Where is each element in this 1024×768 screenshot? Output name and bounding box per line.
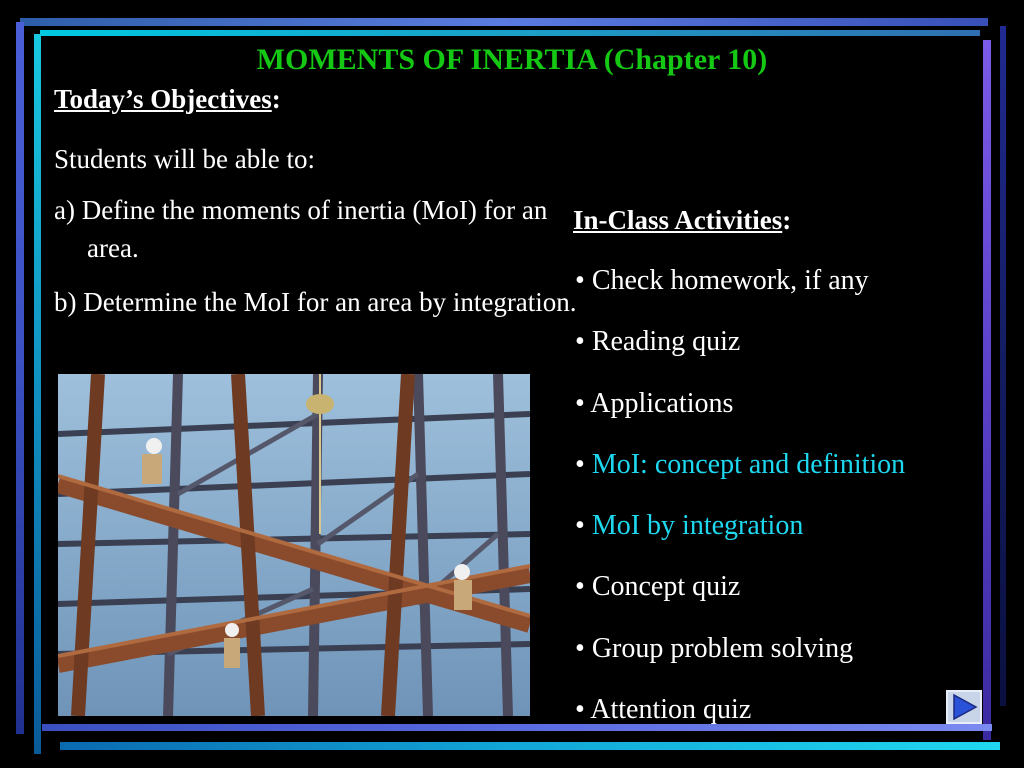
bullet-icon: • [575, 694, 585, 725]
objectives-heading-text: Today’s Objectives [54, 84, 272, 114]
activities-heading-text: In-Class Activities [573, 205, 783, 235]
objective-item-a: a) Define the moments of inertia (MoI) for an area. [54, 195, 548, 263]
activity-item-label: Concept quiz [591, 571, 741, 602]
frame-bar-top-outer [20, 18, 988, 26]
frame-bar-left-outer [16, 22, 24, 734]
objective-item-b: b) Determine the MoI for an area by integration. [54, 287, 577, 317]
activities-heading [573, 203, 791, 237]
activity-item-label: Group problem solving [591, 633, 854, 664]
bullet-icon: • [575, 326, 585, 357]
frame-bar-bottom-outer [60, 742, 1000, 750]
activity-item-label: MoI: concept and definition [591, 449, 906, 480]
bullet-icon: • [575, 449, 585, 480]
objectives-heading-colon: : [271, 84, 281, 114]
activity-item-label: Check homework, if any [591, 265, 869, 296]
frame-bar-top-inner [40, 30, 980, 36]
frame-bar-left-inner [34, 34, 41, 754]
frame-bar-right-outer [1000, 26, 1006, 706]
bullet-icon: • [575, 388, 585, 419]
activity-item-label: Applications [590, 388, 734, 419]
objectives-heading [54, 82, 554, 116]
activity-item [575, 508, 803, 544]
activity-item-label: Attention quiz [590, 694, 752, 725]
activity-item [575, 263, 869, 299]
activity-item [575, 631, 853, 667]
play-right-icon [948, 692, 980, 722]
frame-bar-bottom-inner [42, 724, 992, 731]
bullet-icon: • [575, 571, 585, 602]
activity-item-label: MoI by integration [591, 510, 804, 541]
activity-item [575, 324, 740, 360]
activity-item [575, 386, 733, 422]
bullet-icon: • [575, 510, 585, 541]
activity-item [575, 692, 751, 728]
bullet-icon: • [575, 265, 585, 296]
objectives-intro: Students will be able to: [54, 144, 315, 174]
activities-heading-colon: : [782, 205, 792, 235]
next-slide-button[interactable] [946, 690, 982, 724]
activity-item [575, 447, 905, 483]
activity-item-label: Reading quiz [591, 326, 741, 357]
slide-title: MOMENTS OF INERTIA (Chapter 10) [256, 43, 768, 76]
steel-frame-illustration [58, 374, 530, 716]
bullet-icon: • [575, 633, 585, 664]
activity-item [575, 569, 740, 605]
frame-bar-right-inner [983, 40, 991, 740]
steel-frame-construction-photo [58, 374, 530, 716]
